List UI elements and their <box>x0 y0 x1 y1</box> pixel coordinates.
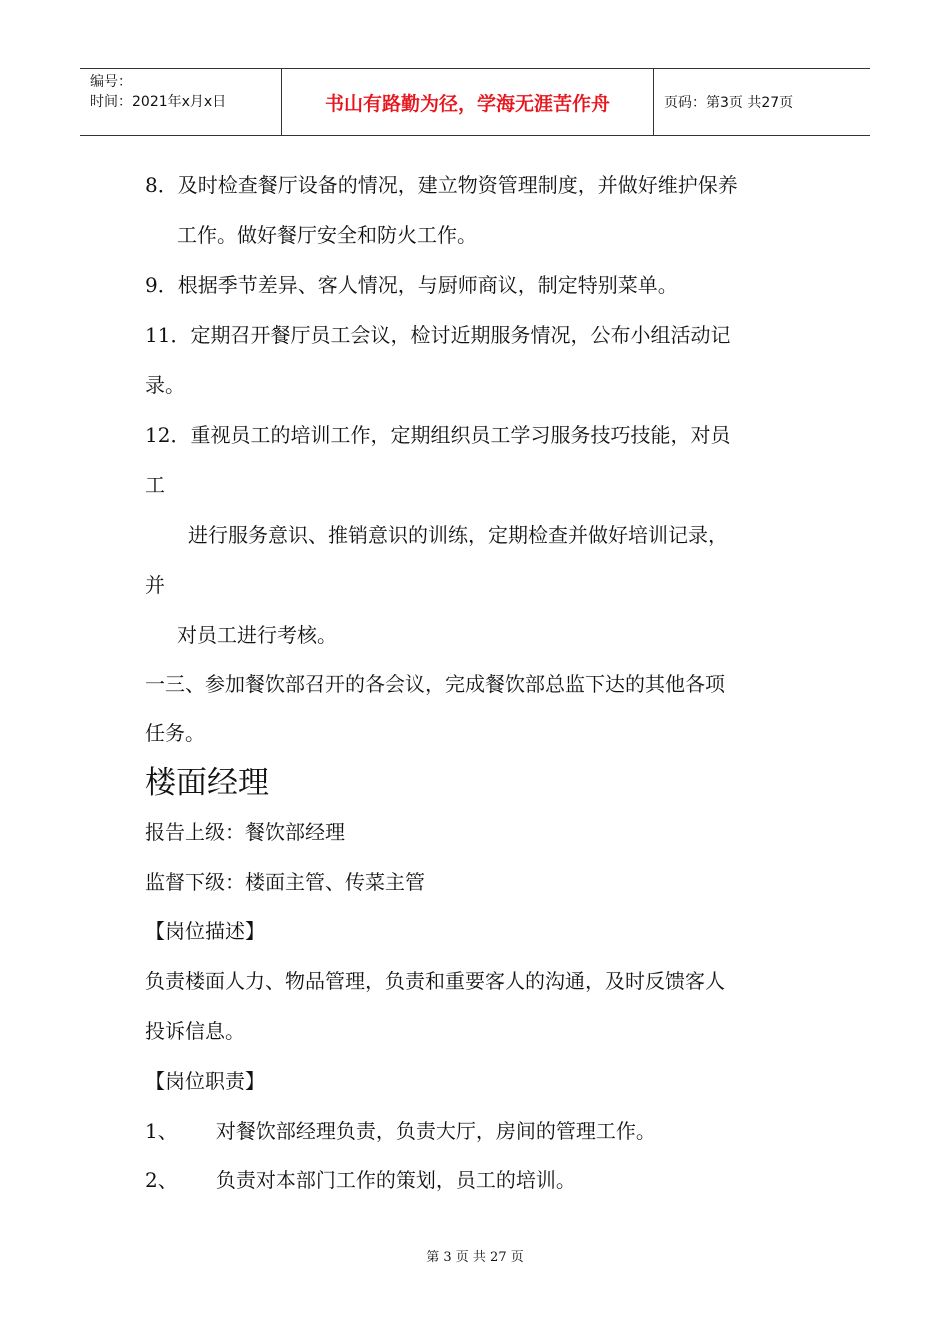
text-line: 报告上级：餐饮部经理 <box>145 820 345 844</box>
text-line: 9．根据季节差异、客人情况，与厨师商议，制定特别菜单。 <box>145 273 678 297</box>
text-line: 任务。 <box>145 721 205 745</box>
text-line: 并 <box>145 573 165 597</box>
text-line: 工作。做好餐厅安全和防火工作。 <box>177 223 477 247</box>
text-line: 1、 对餐饮部经理负责，负责大厅，房间的管理工作。 <box>145 1119 656 1143</box>
header-left-cell <box>80 69 282 135</box>
time-label: 时间：2021年x月x日 <box>90 94 227 110</box>
text-line: 进行服务意识、推销意识的训练，定期检查并做好培训记录， <box>188 523 728 547</box>
text-line: 11．定期召开餐厅员工会议，检讨近期服务情况，公布小组活动记 <box>145 323 731 347</box>
number-label: 编号： <box>90 74 132 90</box>
text-line: 录。 <box>145 373 185 397</box>
page-footer: 第 3 页 共 27 页 <box>426 1250 524 1265</box>
text-line: 12．重视员工的培训工作，定期组织员工学习服务技巧技能，对员 <box>145 423 731 447</box>
text-line: 【岗位描述】 <box>145 919 265 943</box>
header-motto: 书山有路勤为径，学海无涯苦作舟 <box>282 69 654 135</box>
text-line: 一三、参加餐饮部召开的各会议，完成餐饮部总监下达的其他各项 <box>145 672 725 696</box>
text-line: 监督下级：楼面主管、传菜主管 <box>145 870 425 894</box>
text-line: 2、 负责对本部门工作的策划，员工的培训。 <box>145 1168 576 1192</box>
text-line: 对员工进行考核。 <box>177 623 337 647</box>
text-line: 负责楼面人力、物品管理，负责和重要客人的沟通，及时反馈客人 <box>145 969 725 993</box>
section-title: 楼面经理 <box>145 765 269 801</box>
text-line: 投诉信息。 <box>145 1019 245 1043</box>
text-line: 【岗位职责】 <box>145 1069 265 1093</box>
text-line: 8．及时检查餐厅设备的情况，建立物资管理制度，并做好维护保养 <box>145 173 738 197</box>
header-page-info: 页码：第3页 共27页 <box>664 95 794 111</box>
page-header <box>80 68 870 136</box>
text-line: 工 <box>145 473 165 497</box>
